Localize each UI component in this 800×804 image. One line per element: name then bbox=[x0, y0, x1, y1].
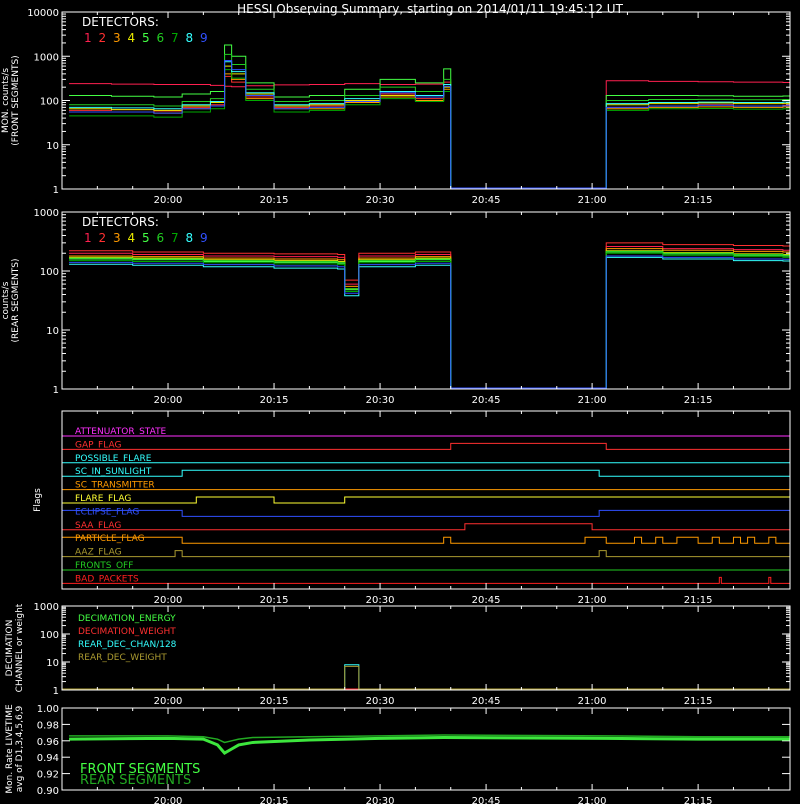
y-tick-label: 0.94 bbox=[36, 753, 59, 765]
x-tick-label: 20:15 bbox=[259, 796, 289, 804]
flag-label: FRONTS_OFF bbox=[75, 561, 134, 571]
x-tick-label: 20:30 bbox=[365, 796, 395, 804]
flag-saa_flag bbox=[62, 524, 790, 530]
y-axis-label: (FRONT SEGMENTS) bbox=[11, 55, 21, 146]
x-tick-label: 20:45 bbox=[471, 696, 501, 707]
x-tick-label: 20:00 bbox=[153, 696, 183, 707]
series-detector-1 bbox=[69, 247, 790, 388]
legend-rear_dec_weight: REAR_DEC_WEIGHT bbox=[78, 653, 167, 663]
x-tick-label: 21:15 bbox=[683, 195, 713, 206]
x-tick-label: 20:30 bbox=[365, 696, 395, 707]
y-tick-label: 10 bbox=[46, 140, 59, 152]
series-detector-6 bbox=[69, 251, 790, 388]
legend-detector-7: 7 bbox=[171, 31, 179, 45]
y-axis-label: (REAR SEGMENTS) bbox=[11, 258, 21, 343]
x-tick-label: 20:30 bbox=[365, 595, 395, 606]
x-tick-label: 20:45 bbox=[471, 595, 501, 606]
x-tick-label: 20:45 bbox=[471, 395, 501, 406]
legend-detector-1: 1 bbox=[84, 231, 92, 245]
y-tick-label: 100 bbox=[39, 630, 59, 641]
legend-detector-2: 2 bbox=[98, 31, 107, 45]
series-detector-9 bbox=[69, 256, 790, 388]
legend-decimation_energy: DECIMATION_ENERGY bbox=[78, 614, 176, 624]
y-tick-label: 1000 bbox=[33, 52, 59, 64]
legend-detector-9: 9 bbox=[200, 231, 208, 245]
series-detector-7 bbox=[69, 70, 790, 188]
x-tick-label: 21:00 bbox=[577, 696, 607, 707]
legend-title: DETECTORS: bbox=[82, 215, 159, 229]
panel-decimation bbox=[5, 602, 790, 707]
legend-detector-4: 4 bbox=[127, 231, 136, 245]
x-tick-label: 20:30 bbox=[365, 395, 395, 406]
flag-particle_flag bbox=[62, 537, 790, 543]
x-tick-label: 20:15 bbox=[259, 595, 289, 606]
flag-label: SC_IN_SUNLIGHT bbox=[75, 467, 152, 478]
x-tick-label: 20:00 bbox=[153, 796, 183, 804]
legend-detector-6: 6 bbox=[156, 231, 165, 245]
x-tick-label: 20:00 bbox=[153, 195, 183, 206]
y-tick-label: 0.90 bbox=[36, 786, 59, 797]
legend-rear-segments: REAR SEGMENTS bbox=[80, 773, 192, 788]
y-tick-label: 10000 bbox=[27, 8, 59, 19]
y-tick-label: 1000 bbox=[33, 208, 59, 219]
y-axis-label: Flags bbox=[33, 488, 43, 512]
legend-rear_dec_chan/128: REAR_DEC_CHAN/128 bbox=[78, 640, 177, 650]
x-tick-label: 21:15 bbox=[683, 395, 713, 406]
flag-aaz_flag bbox=[62, 551, 790, 557]
y-tick-label: 100 bbox=[39, 96, 59, 108]
y-tick-label: 100 bbox=[39, 267, 59, 278]
series-detector-7 bbox=[69, 253, 790, 388]
flag-label: ECLIPSE_FLAG bbox=[75, 507, 140, 518]
y-axis-label: CHANNEL or weight bbox=[15, 603, 25, 693]
flag-eclipse_flag bbox=[62, 510, 790, 516]
series-front-segments bbox=[69, 738, 790, 754]
flag-label: SC_TRANSMITTER bbox=[75, 480, 155, 491]
flag-bad_packets bbox=[62, 577, 790, 583]
legend-title: DETECTORS: bbox=[82, 15, 159, 29]
flag-label: PARTICLE_FLAG bbox=[75, 534, 145, 545]
series-detector-6 bbox=[69, 54, 790, 188]
y-axis-label: DECIMATION bbox=[5, 619, 15, 677]
series-detector-5 bbox=[69, 252, 790, 388]
series-detector-8 bbox=[69, 62, 790, 188]
legend-detector-6: 6 bbox=[156, 31, 165, 45]
x-tick-label: 21:00 bbox=[577, 595, 607, 606]
y-axis-label: avg of D1,3,4,5,6,9 bbox=[15, 705, 25, 793]
legend-front-segments: FRONT SEGMENTS bbox=[80, 762, 201, 777]
x-tick-label: 21:00 bbox=[577, 796, 607, 804]
flags-frame bbox=[62, 411, 790, 589]
y-tick-label: 1 bbox=[52, 385, 59, 396]
y-tick-label: 10 bbox=[46, 326, 59, 337]
y-tick-label: 1 bbox=[52, 686, 59, 697]
series-rear_dec_weight bbox=[62, 666, 790, 689]
y-axis-label: counts/s bbox=[1, 281, 11, 320]
x-tick-label: 21:15 bbox=[683, 796, 713, 804]
legend-detector-7: 7 bbox=[171, 231, 179, 245]
x-tick-label: 20:00 bbox=[153, 595, 183, 606]
x-tick-label: 20:15 bbox=[259, 696, 289, 707]
flag-sc_in_sunlight bbox=[62, 470, 790, 476]
panel-livetime bbox=[5, 704, 790, 804]
legend-detector-5: 5 bbox=[142, 231, 150, 245]
panel-flags bbox=[33, 411, 790, 606]
series-detector-5 bbox=[69, 45, 790, 188]
flag-label: AAZ_FLAG bbox=[75, 547, 122, 558]
x-tick-label: 20:00 bbox=[153, 395, 183, 406]
panel-rear bbox=[1, 208, 790, 406]
series-rear_dec_chan/128 bbox=[62, 665, 790, 689]
x-tick-label: 21:15 bbox=[683, 696, 713, 707]
flag-label: GAP_FLAG bbox=[75, 440, 122, 451]
x-tick-label: 20:15 bbox=[259, 195, 289, 206]
flag-label: FLARE_FLAG bbox=[75, 494, 132, 504]
series-detector-3 bbox=[69, 249, 790, 388]
y-tick-label: 0.98 bbox=[36, 720, 59, 732]
flag-label: SAA_FLAG bbox=[75, 520, 122, 531]
legend-detector-3: 3 bbox=[113, 231, 121, 245]
legend-detector-8: 8 bbox=[185, 231, 194, 245]
flag-label: ATTENUATOR_STATE bbox=[75, 427, 167, 437]
panel-front bbox=[1, 8, 790, 206]
flag-flare_flag bbox=[62, 497, 790, 503]
legend-detector-3: 3 bbox=[113, 31, 121, 45]
series-detector-2 bbox=[69, 243, 790, 388]
x-tick-label: 21:00 bbox=[577, 395, 607, 406]
x-tick-label: 20:45 bbox=[471, 796, 501, 804]
y-axis-label: Mon. Rate LIVETIME bbox=[5, 704, 15, 794]
x-tick-label: 20:45 bbox=[471, 195, 501, 206]
y-tick-label: 1 bbox=[52, 185, 59, 196]
legend-decimation_weight: DECIMATION_WEIGHT bbox=[78, 627, 176, 637]
y-tick-label: 1.00 bbox=[36, 704, 59, 715]
y-tick-label: 10 bbox=[46, 658, 59, 669]
x-tick-label: 21:15 bbox=[683, 595, 713, 606]
y-tick-label: 1000 bbox=[33, 602, 59, 613]
series-detector-4 bbox=[69, 251, 790, 388]
y-axis-label: MON. counts/s bbox=[1, 67, 11, 134]
flag-gap_flag bbox=[62, 443, 790, 449]
legend-detector-5: 5 bbox=[142, 31, 150, 45]
legend-detector-1: 1 bbox=[84, 31, 92, 45]
series-detector-9 bbox=[69, 61, 790, 188]
x-tick-label: 20:15 bbox=[259, 395, 289, 406]
flag-label: BAD_PACKETS bbox=[75, 574, 139, 585]
series-detector-8 bbox=[69, 257, 790, 388]
x-tick-label: 20:30 bbox=[365, 195, 395, 206]
chart-title: HESSI Observing Summary, starting on 2014/01/11 19:45:12 UT bbox=[237, 2, 623, 16]
series-detector-2 bbox=[69, 76, 790, 188]
x-tick-label: 21:00 bbox=[577, 195, 607, 206]
legend-detector-8: 8 bbox=[185, 31, 194, 45]
y-tick-label: 0.92 bbox=[36, 769, 59, 781]
legend-detector-4: 4 bbox=[127, 31, 136, 45]
y-tick-label: 0.96 bbox=[36, 736, 59, 748]
flag-label: POSSIBLE_FLARE bbox=[75, 453, 152, 464]
legend-detector-9: 9 bbox=[200, 31, 208, 45]
legend-detector-2: 2 bbox=[98, 231, 107, 245]
